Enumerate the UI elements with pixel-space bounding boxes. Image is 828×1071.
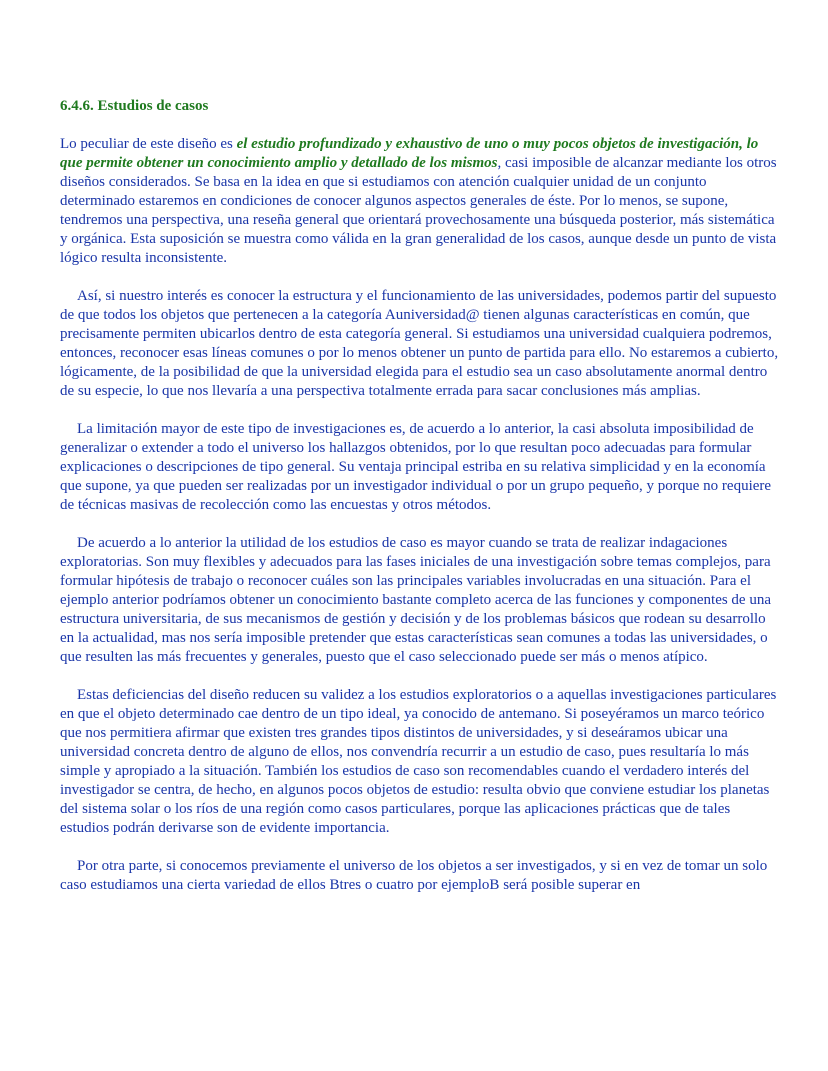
section-heading: 6.4.6. Estudios de casos	[60, 98, 209, 114]
paragraph-1	[60, 135, 783, 268]
paragraph-2: Así, si nuestro interés es conocer la estructura y el funcionamiento de las universidades, podemos partir del supuesto de que todos los objetos que pertenecen a la categoría Auniversidad@ tienen algunas características en común, que precisamente permiten ubicarlos dentro de esta categoría general. Si estudiamos una universidad cualquiera podremos, entonces, reconocer esas líneas comunes o por lo menos obtener un punto de partida para ello. No estaremos a cubierto, lógicamente, de la posibilidad de que la universidad elegida para el estudio sea un caso absolutamente anormal dentro de su especie, lo que nos llevaría a una perspectiva totalmente errada para sacar conclusiones más amplias.	[60, 288, 779, 399]
paragraph-1-lead: Lo peculiar de este diseño es	[60, 136, 237, 152]
paragraph-6: Por otra parte, si conocemos previamente el universo de los objetos a ser investigados, y si en vez de tomar un solo caso estudiamos una cierta variedad de ellos Btres o cuatro por ejemploB será posible superar en	[60, 858, 768, 893]
document-page	[60, 97, 783, 914]
paragraph-3: La limitación mayor de este tipo de investigaciones es, de acuerdo a lo anterior, la casi absoluta imposibilidad de generalizar o extender a todo el universo los hallazgos obtenidos, por lo que resultan poco adecuadas para formular explicaciones o descripciones de tipo general. Su ventaja principal estriba en su relativa simplicidad y en la economía que supone, ya que pueden ser realizadas por un investigador individual o por un grupo pequeño, y porque no requiere de técnicas masivas de recolección como las encuestas y otros métodos.	[60, 421, 772, 513]
paragraph-5: Estas deficiencias del diseño reducen su validez a los estudios exploratorios o a aquellas investigaciones particulares en que el objeto determinado cae dentro de un tipo ideal, ya conocido de antemano. Si poseyéramos un marco teórico que nos permitiera afirmar que existen tres grandes tipos distintos de universidades, y si deseáramos ubicar una universidad concreta dentro de alguno de ellos, nos convendría recurrir a un estudio de caso, pues resultaría lo más simple y apropiado a la situación. También los estudios de caso son recomendables cuando el verdadero interés del investigador se centra, de hecho, en algunos pocos objetos de estudio: resulta obvio que conviene estudiar los planetas del sistema solar o los ríos de una región como casos particulares, porque las aplicaciones prácticas que de tales estudios podrán derivarse son de evidente importancia.	[60, 687, 777, 836]
paragraph-4: De acuerdo a lo anterior la utilidad de los estudios de caso es mayor cuando se trata de realizar indagaciones exploratorias. Son muy flexibles y adecuados para las fases iniciales de una investigación sobre temas complejos, para formular hipótesis de trabajo o reconocer cuáles son las principales variables involucradas en una situación. Para el ejemplo anterior podríamos obtener un conocimiento bastante completo acerca de las funciones y componentes de una estructura universitaria, de sus mecanismos de gestión y decisión y de los problemas básicos que rodean su desarrollo en la actualidad, mas nos sería imposible pretender que estas características sean comunes a todas las universidades, o que resulten las más frecuentes y generales, puesto que el caso seleccionado puede ser más o menos atípico.	[60, 535, 771, 665]
paragraph-1-emphasis: el estudio profundizado y exhaustivo de uno o muy pocos objetos de investigación, lo que permite obtener un conocimiento amplio y detallado de los mismos	[60, 136, 759, 171]
paragraph-1-rest: , casi imposible de alcanzar mediante los otros diseños considerados. Se basa en la idea en que si estudiamos con atención cualquier unidad de un conjunto determinado estaremos en condiciones de conocer algunos aspectos generales de éste. Por lo menos, se supone, tendremos una perspectiva, una reseña general que orientará provechosamente una búsqueda posterior, más sistemática y orgánica. Esta suposición se muestra como válida en la gran generalidad de los casos, aunque desde un punto de vista lógico resulta inconsistente.	[60, 155, 777, 266]
